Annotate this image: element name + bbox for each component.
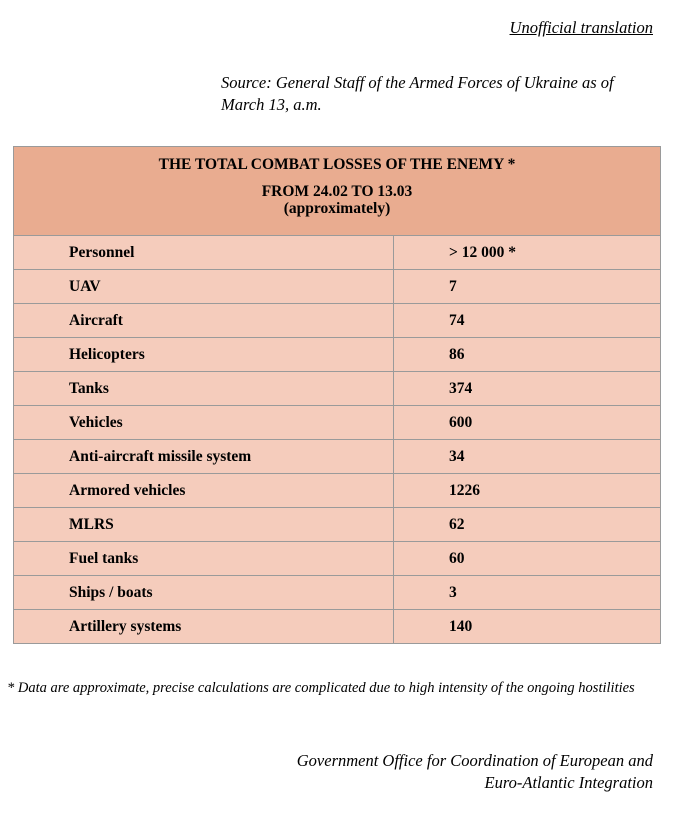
source-note — [221, 72, 661, 116]
row-category: Vehicles — [14, 406, 394, 440]
row-value: 86 — [394, 338, 661, 372]
row-category: UAV — [14, 270, 394, 304]
row-value: 140 — [394, 610, 661, 644]
table-row — [14, 474, 661, 508]
table-row — [14, 270, 661, 304]
office-line-2: Euro-Atlantic Integration — [484, 773, 653, 792]
table-row — [14, 542, 661, 576]
table-row — [14, 406, 661, 440]
row-value: > 12 000 * — [394, 236, 661, 270]
table-row — [14, 610, 661, 644]
table-row — [14, 508, 661, 542]
table-date-range — [14, 174, 660, 217]
row-category: Armored vehicles — [14, 474, 394, 508]
table-range: FROM 24.02 TO 13.03 — [261, 183, 413, 200]
table-row — [14, 440, 661, 474]
row-value: 34 — [394, 440, 661, 474]
row-category: Anti-aircraft missile system — [14, 440, 394, 474]
table-header — [14, 147, 661, 236]
table-row — [14, 304, 661, 338]
unofficial-translation-label: Unofficial translation — [509, 18, 653, 37]
table-row — [14, 576, 661, 610]
row-value: 1226 — [394, 474, 661, 508]
row-value: 60 — [394, 542, 661, 576]
office-line-1: Government Office for Coordination of European and — [296, 751, 653, 770]
row-category: Artillery systems — [14, 610, 394, 644]
row-category: Personnel — [14, 236, 394, 270]
table-header-row — [14, 147, 661, 236]
row-category: Aircraft — [14, 304, 394, 338]
row-value: 62 — [394, 508, 661, 542]
row-value: 3 — [394, 576, 661, 610]
row-category: Helicopters — [14, 338, 394, 372]
row-category: Tanks — [14, 372, 394, 406]
table-row — [14, 338, 661, 372]
row-value: 7 — [394, 270, 661, 304]
office-signature — [297, 750, 653, 794]
row-category: MLRS — [14, 508, 394, 542]
combat-losses-table — [13, 146, 661, 644]
source-line-2: March 13, a.m. — [221, 95, 322, 114]
row-value: 74 — [394, 304, 661, 338]
footnote: * Data are approximate, precise calculations are complicated due to high intensity of the ongoing hostilities — [7, 680, 635, 696]
source-line-1: Source: General Staff of the Armed Forces of Ukraine as of — [221, 73, 614, 92]
table-title: THE TOTAL COMBAT LOSSES OF THE ENEMY * — [158, 156, 516, 173]
row-value: 600 — [394, 406, 661, 440]
table-row — [14, 236, 661, 270]
table-qualifier: (approximately) — [283, 200, 391, 217]
row-category: Ships / boats — [14, 576, 394, 610]
table-row — [14, 372, 661, 406]
row-value: 374 — [394, 372, 661, 406]
row-category: Fuel tanks — [14, 542, 394, 576]
